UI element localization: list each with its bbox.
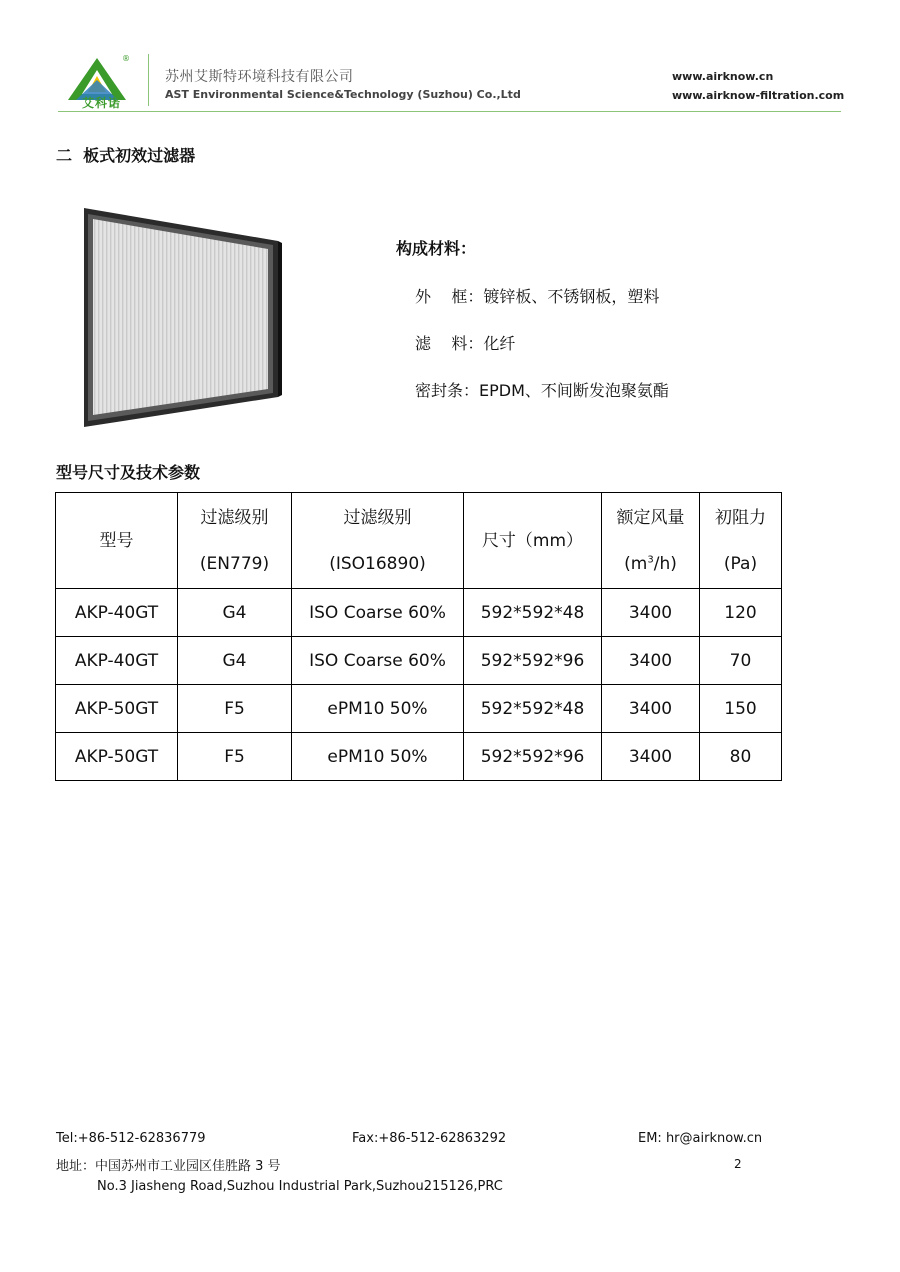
cell-resistance: 80 (700, 733, 782, 781)
website-link-1[interactable]: www.airknow.cn (672, 70, 774, 83)
table-row (56, 733, 782, 781)
footer-email[interactable]: EM: hr@airknow.cn (638, 1131, 763, 1146)
cell-resistance: 120 (700, 589, 782, 637)
material-frame: 外 框：镀锌板、不锈钢板，塑料 (415, 287, 660, 306)
cell-iso: ePM10 50% (292, 733, 464, 781)
cell-en779: F5 (178, 685, 292, 733)
header-airflow: 额定风量 $(m^3/h)$ (602, 493, 700, 589)
header-model: 型号 (56, 493, 178, 589)
header-grade-iso16890: 过滤级别 (ISO16890) (292, 493, 464, 589)
cell-iso: ISO Coarse 60% (292, 589, 464, 637)
cell-size: 592*592*96 (464, 637, 602, 685)
cell-size: 592*592*48 (464, 685, 602, 733)
panel-filter-image (78, 205, 283, 430)
logo-wordmark: 艾科诺 (82, 96, 122, 110)
cell-size: 592*592*48 (464, 589, 602, 637)
page-number: 2 (734, 1157, 742, 1171)
footer-address-cn: 地址：中国苏州市工业园区佳胜路 3 号 (56, 1159, 281, 1174)
header-divider (148, 54, 149, 106)
table-header-row (56, 493, 782, 589)
cell-airflow: 3400 (602, 589, 700, 637)
spec-table (55, 492, 782, 781)
header-size: 尺寸（mm） (464, 493, 602, 589)
cell-resistance: 150 (700, 685, 782, 733)
material-seal: 密封条：EPDM、不间断发泡聚氨酯 (415, 381, 669, 400)
cell-model: AKP-40GT (56, 589, 178, 637)
cell-model: AKP-40GT (56, 637, 178, 685)
cell-size: 592*592*96 (464, 733, 602, 781)
cell-en779: G4 (178, 589, 292, 637)
cell-airflow: 3400 (602, 733, 700, 781)
section-title: 二 板式初效过滤器 (56, 146, 196, 165)
cell-model: AKP-50GT (56, 733, 178, 781)
footer-fax: Fax:+86-512-62863292 (352, 1131, 507, 1146)
cell-en779: G4 (178, 637, 292, 685)
cell-en779: F5 (178, 733, 292, 781)
cell-iso: ISO Coarse 60% (292, 637, 464, 685)
cell-airflow: 3400 (602, 685, 700, 733)
cell-iso: ePM10 50% (292, 685, 464, 733)
table-row (56, 685, 782, 733)
header-rule (58, 111, 841, 112)
cell-airflow: 3400 (602, 637, 700, 685)
company-name-en: AST Environmental Science&Technology (Suzhou) Co.,Ltd (165, 88, 521, 101)
materials-title: 构成材料： (396, 239, 477, 258)
header-resistance: 初阻力 (Pa) (700, 493, 782, 589)
company-name-cn: 苏州艾斯特环境科技有限公司 (165, 69, 354, 85)
spec-title: 型号尺寸及技术参数 (56, 463, 201, 482)
material-media: 滤 料：化纤 (415, 334, 516, 353)
cell-resistance: 70 (700, 637, 782, 685)
footer-tel: Tel:+86-512-62836779 (56, 1131, 206, 1146)
table-row (56, 637, 782, 685)
table-row (56, 589, 782, 637)
cell-model: AKP-50GT (56, 685, 178, 733)
footer-address-en: No.3 Jiasheng Road,Suzhou Industrial Park,Suzhou215126,PRC (97, 1179, 503, 1194)
header-grade-en779: 过滤级别 (EN779) (178, 493, 292, 589)
registered-mark: ® (122, 54, 130, 63)
website-link-2[interactable]: www.airknow-filtration.com (672, 89, 845, 102)
